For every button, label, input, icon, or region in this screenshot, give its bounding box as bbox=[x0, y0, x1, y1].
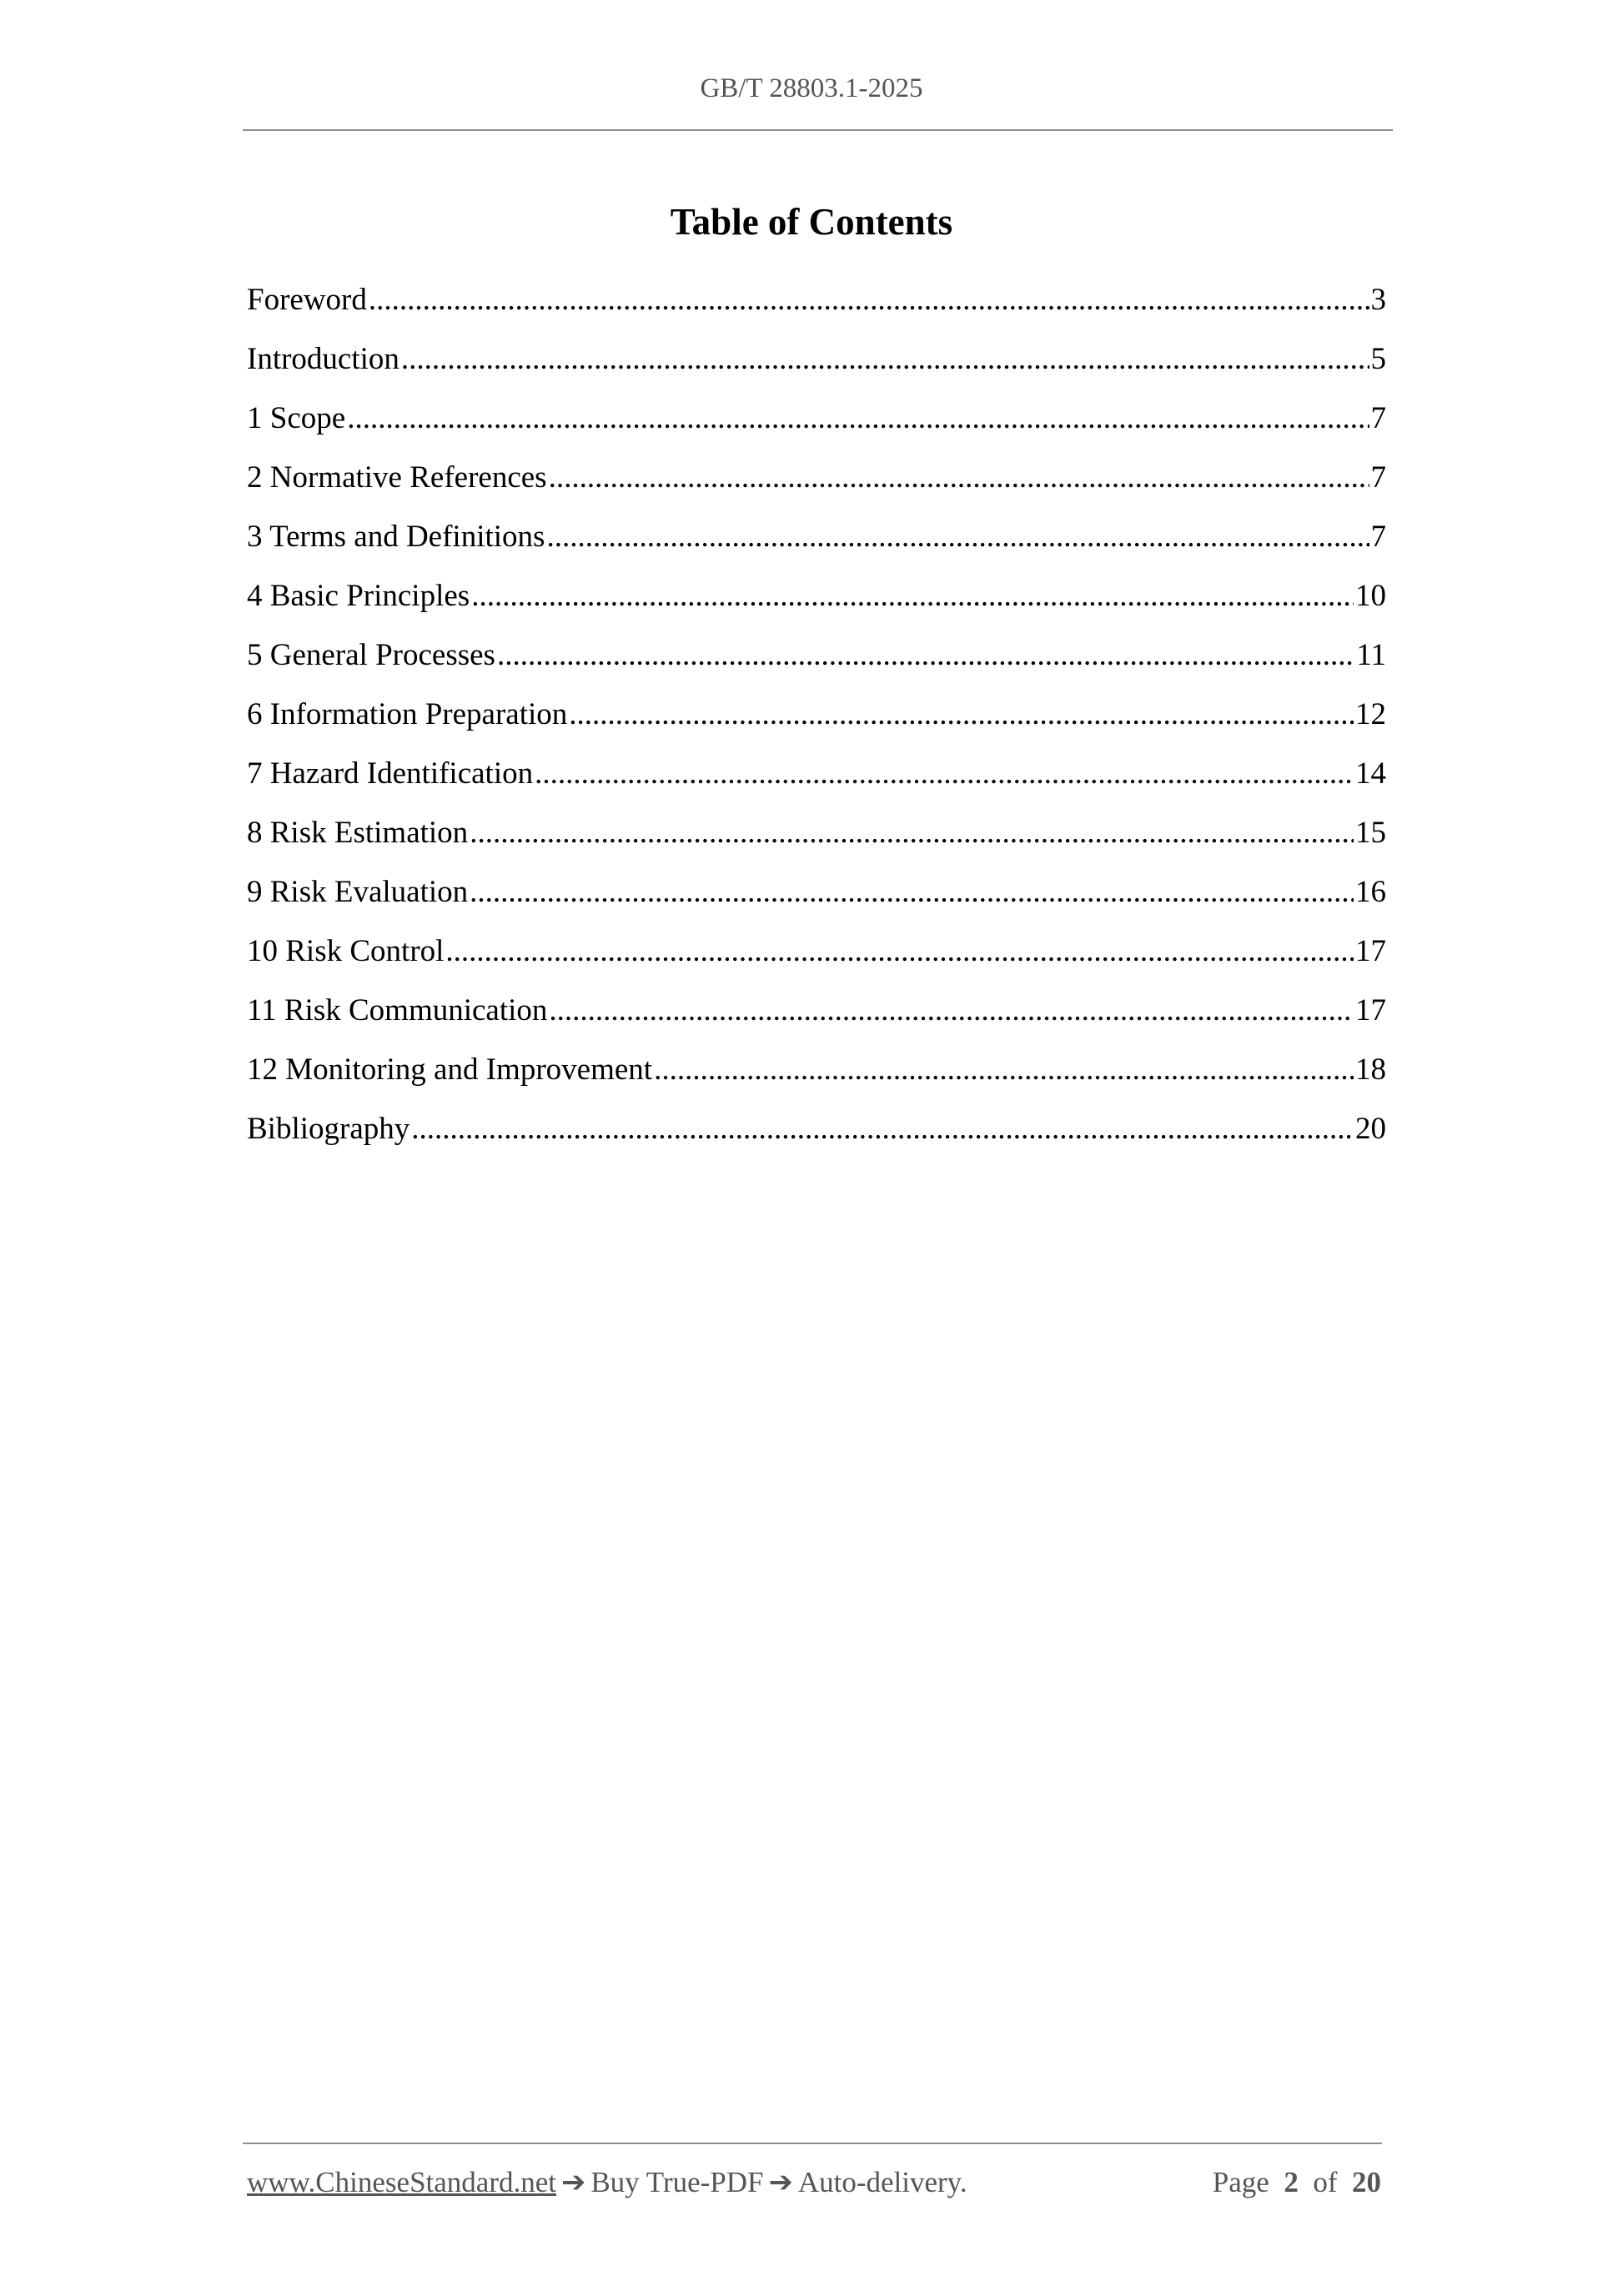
toc-entry-label: 10 Risk Control bbox=[247, 934, 445, 968]
toc-entry-introduction[interactable] bbox=[247, 341, 1386, 400]
toc-entry-page: 17 bbox=[1355, 934, 1386, 968]
toc-entry-page: 5 bbox=[1370, 342, 1386, 376]
header-divider bbox=[243, 129, 1393, 131]
toc-entry-terms-and-definitions[interactable] bbox=[247, 519, 1386, 578]
toc-entry-label: 2 Normative References bbox=[247, 460, 547, 495]
toc-dot-leader bbox=[569, 696, 1354, 732]
toc-entry-page: 15 bbox=[1355, 816, 1386, 850]
toc-entry-risk-evaluation[interactable] bbox=[247, 874, 1386, 933]
toc-dot-leader bbox=[497, 637, 1354, 673]
toc-dot-leader bbox=[471, 578, 1354, 614]
toc-entry-page: 14 bbox=[1355, 756, 1386, 791]
document-code: GB/T 28803.1-2025 bbox=[700, 73, 923, 103]
toc-entry-bibliography[interactable] bbox=[247, 1111, 1386, 1170]
footer-promo bbox=[247, 2166, 967, 2199]
toc-entry-label: 3 Terms and Definitions bbox=[247, 520, 545, 554]
toc-entry-foreword[interactable] bbox=[247, 282, 1386, 341]
toc-dot-leader bbox=[549, 992, 1354, 1028]
page-number-indicator bbox=[1213, 2166, 1381, 2199]
toc-entry-normative-references[interactable] bbox=[247, 460, 1386, 519]
arrow-right-icon: ➔ bbox=[768, 2166, 793, 2198]
toc-dot-leader bbox=[470, 815, 1354, 851]
toc-entry-page: 20 bbox=[1355, 1112, 1386, 1146]
toc-entry-label: 4 Basic Principles bbox=[247, 579, 470, 613]
toc-entry-risk-estimation[interactable] bbox=[247, 815, 1386, 874]
toc-entry-basic-principles[interactable] bbox=[247, 578, 1386, 637]
of-word: of bbox=[1313, 2166, 1338, 2198]
page-footer bbox=[247, 2166, 1381, 2199]
toc-dot-leader bbox=[369, 282, 1369, 318]
toc-entry-label: Introduction bbox=[247, 342, 399, 376]
toc-dot-leader bbox=[347, 400, 1369, 436]
toc-entry-general-processes[interactable] bbox=[247, 637, 1386, 696]
toc-dot-leader bbox=[535, 756, 1354, 791]
toc-entry-label: 11 Risk Communication bbox=[247, 993, 548, 1027]
toc-entry-label: 8 Risk Estimation bbox=[247, 816, 469, 850]
toc-entry-page: 7 bbox=[1370, 401, 1386, 435]
toc-entry-label: 9 Risk Evaluation bbox=[247, 875, 469, 909]
toc-entry-page: 17 bbox=[1355, 993, 1386, 1027]
toc-entry-page: 11 bbox=[1356, 638, 1386, 672]
toc-dot-leader bbox=[445, 933, 1354, 969]
toc-entry-page: 7 bbox=[1370, 520, 1386, 554]
current-page-number: 2 bbox=[1284, 2166, 1299, 2198]
toc-entry-label: 7 Hazard Identification bbox=[247, 756, 534, 791]
toc-entry-page: 16 bbox=[1355, 875, 1386, 909]
toc-dot-leader bbox=[470, 874, 1354, 910]
toc-entry-hazard-identification[interactable] bbox=[247, 756, 1386, 815]
toc-entry-risk-control[interactable] bbox=[247, 933, 1386, 992]
toc-entry-page: 3 bbox=[1370, 283, 1386, 317]
footer-divider bbox=[243, 2143, 1382, 2144]
arrow-right-icon: ➔ bbox=[561, 2166, 586, 2198]
toc-entry-risk-communication[interactable] bbox=[247, 992, 1386, 1052]
toc-entry-monitoring-and-improvement[interactable] bbox=[247, 1052, 1386, 1111]
toc-dot-leader bbox=[546, 519, 1369, 555]
toc-title: Table of Contents bbox=[670, 201, 953, 243]
page-word: Page bbox=[1212, 2166, 1269, 2198]
toc-dot-leader bbox=[401, 341, 1369, 377]
toc-entry-label: Bibliography bbox=[247, 1112, 410, 1146]
toc-dot-leader bbox=[411, 1111, 1354, 1147]
toc-entry-page: 7 bbox=[1370, 460, 1386, 495]
toc-entry-label: Foreword bbox=[247, 283, 367, 317]
buy-true-pdf-text: Buy True-PDF bbox=[590, 2166, 764, 2198]
auto-delivery-text: Auto-delivery. bbox=[797, 2166, 967, 2198]
toc-entry-scope[interactable] bbox=[247, 400, 1386, 460]
total-page-count: 20 bbox=[1352, 2166, 1381, 2198]
toc-dot-leader bbox=[549, 460, 1369, 495]
toc-entry-label: 12 Monitoring and Improvement bbox=[247, 1053, 653, 1087]
toc-entry-label: 6 Information Preparation bbox=[247, 697, 568, 731]
site-link[interactable]: www.ChineseStandard.net bbox=[247, 2166, 556, 2198]
toc-entry-label: 5 General Processes bbox=[247, 638, 495, 672]
toc-entry-information-preparation[interactable] bbox=[247, 696, 1386, 756]
toc-dot-leader bbox=[654, 1052, 1354, 1088]
toc-entry-page: 18 bbox=[1355, 1053, 1386, 1087]
toc-list bbox=[247, 282, 1386, 1170]
toc-entry-page: 12 bbox=[1355, 697, 1386, 731]
toc-entry-page: 10 bbox=[1355, 579, 1386, 613]
toc-entry-label: 1 Scope bbox=[247, 401, 346, 435]
